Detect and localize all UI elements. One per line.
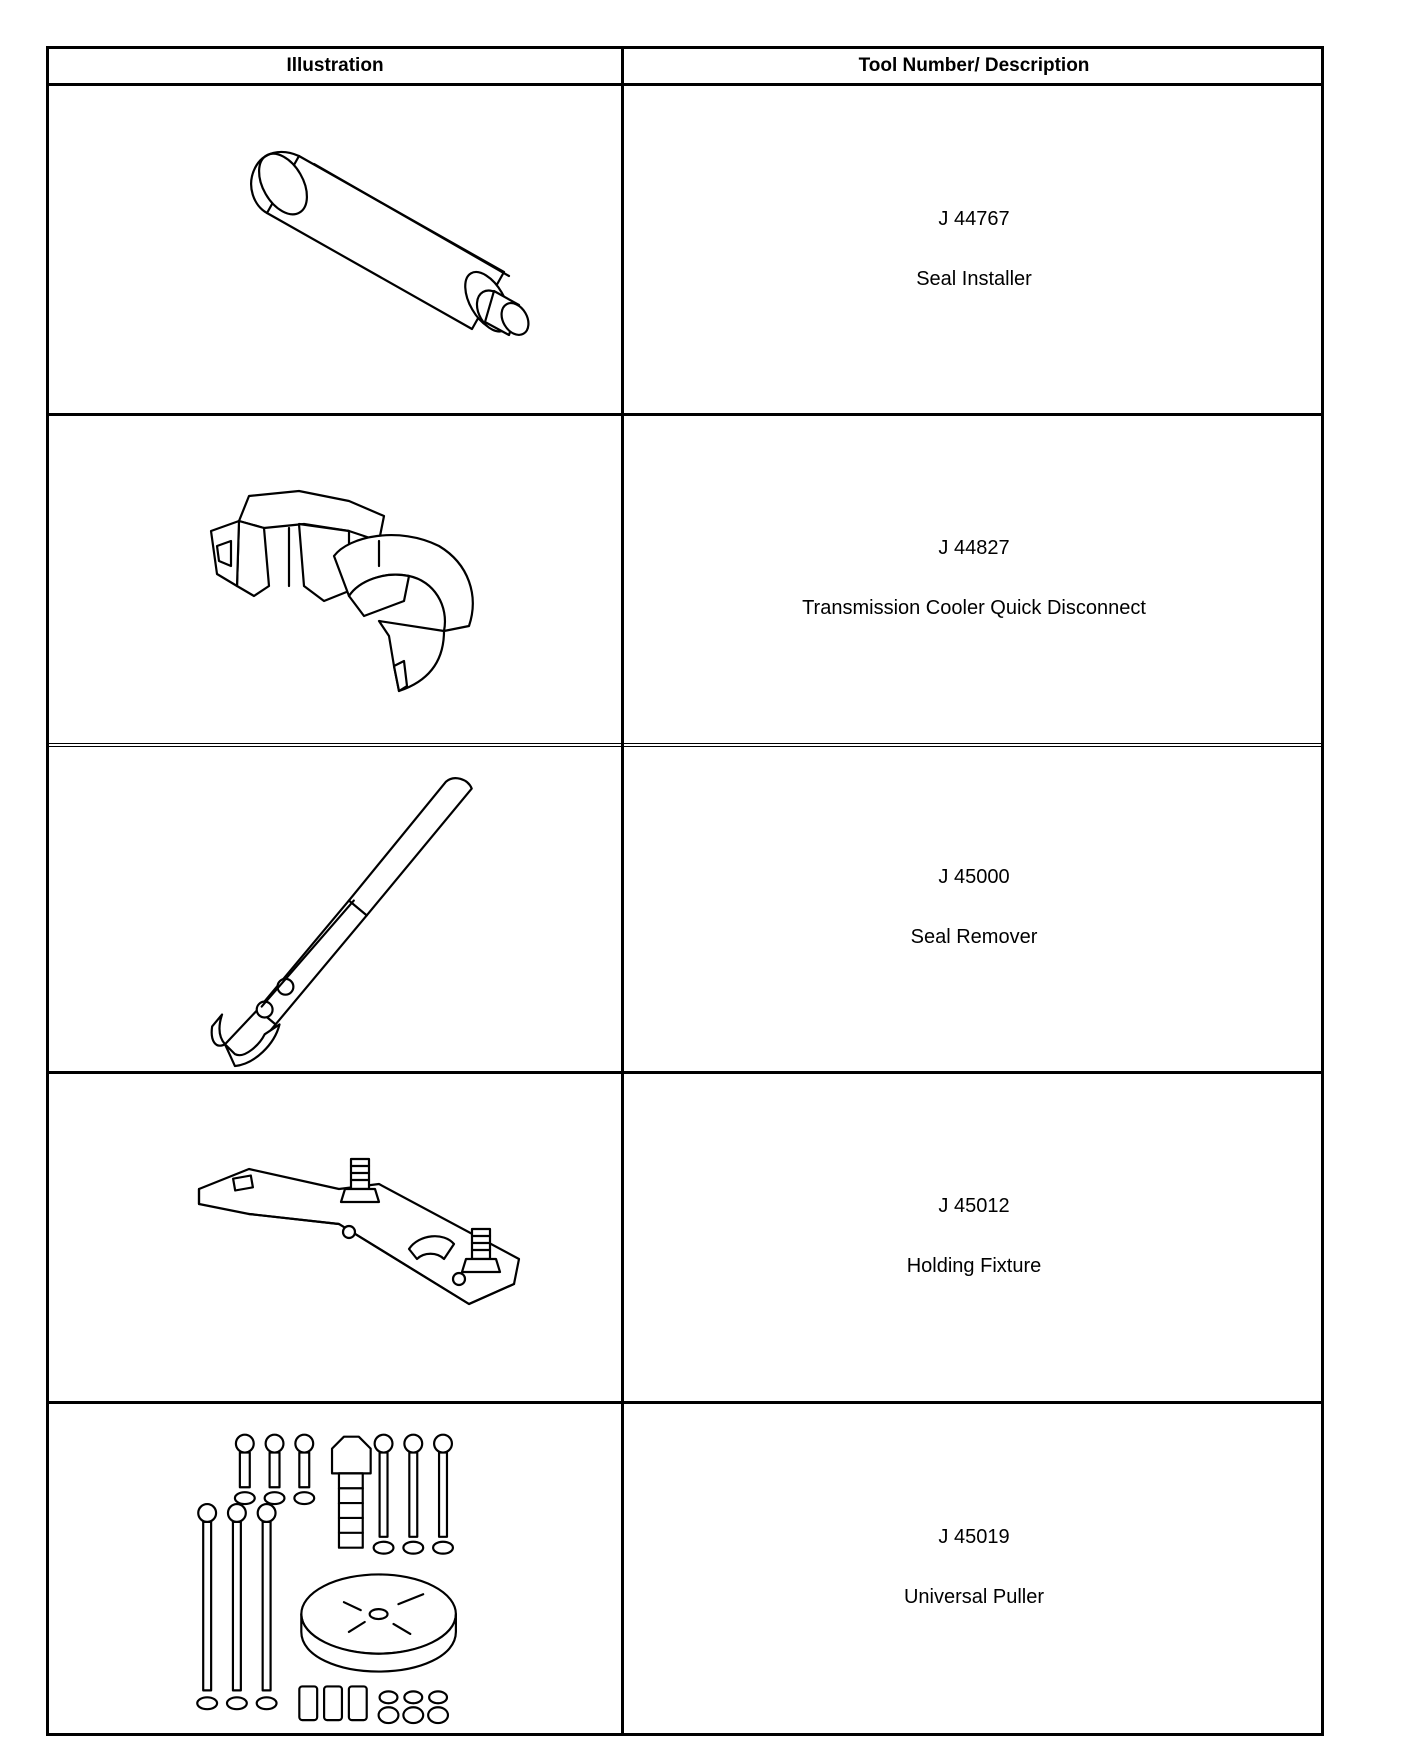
table-row (49, 413, 1321, 743)
seal-installer-illustration (49, 86, 621, 413)
table-header (49, 49, 1321, 86)
holding-fixture-illustration (49, 1074, 621, 1401)
table-row (49, 1401, 1321, 1733)
quick-disconnect-illustration (49, 416, 621, 743)
universal-puller-illustration (49, 1404, 621, 1733)
table-row (49, 1071, 1321, 1401)
tool-table (46, 46, 1324, 1736)
tool-number: J 45019 (938, 1526, 1010, 1548)
tool-description: Transmission Cooler Quick Disconnect (802, 597, 1146, 619)
seal-remover-illustration (49, 747, 621, 1071)
tool-number: J 45000 (938, 866, 1010, 888)
tool-number: J 44767 (938, 208, 1010, 230)
tool-description: Seal Remover (910, 926, 1038, 948)
tool-description: Holding Fixture (906, 1255, 1042, 1277)
tool-number: J 44827 (938, 537, 1010, 559)
tool-description: Universal Puller (903, 1586, 1045, 1608)
table-row (49, 86, 1321, 413)
tool-number: J 45012 (938, 1195, 1010, 1217)
header-tool-description: Tool Number/ Description (858, 55, 1090, 76)
table-row (49, 743, 1321, 1071)
header-illustration: Illustration (286, 55, 384, 76)
tool-description: Seal Installer (916, 268, 1032, 290)
